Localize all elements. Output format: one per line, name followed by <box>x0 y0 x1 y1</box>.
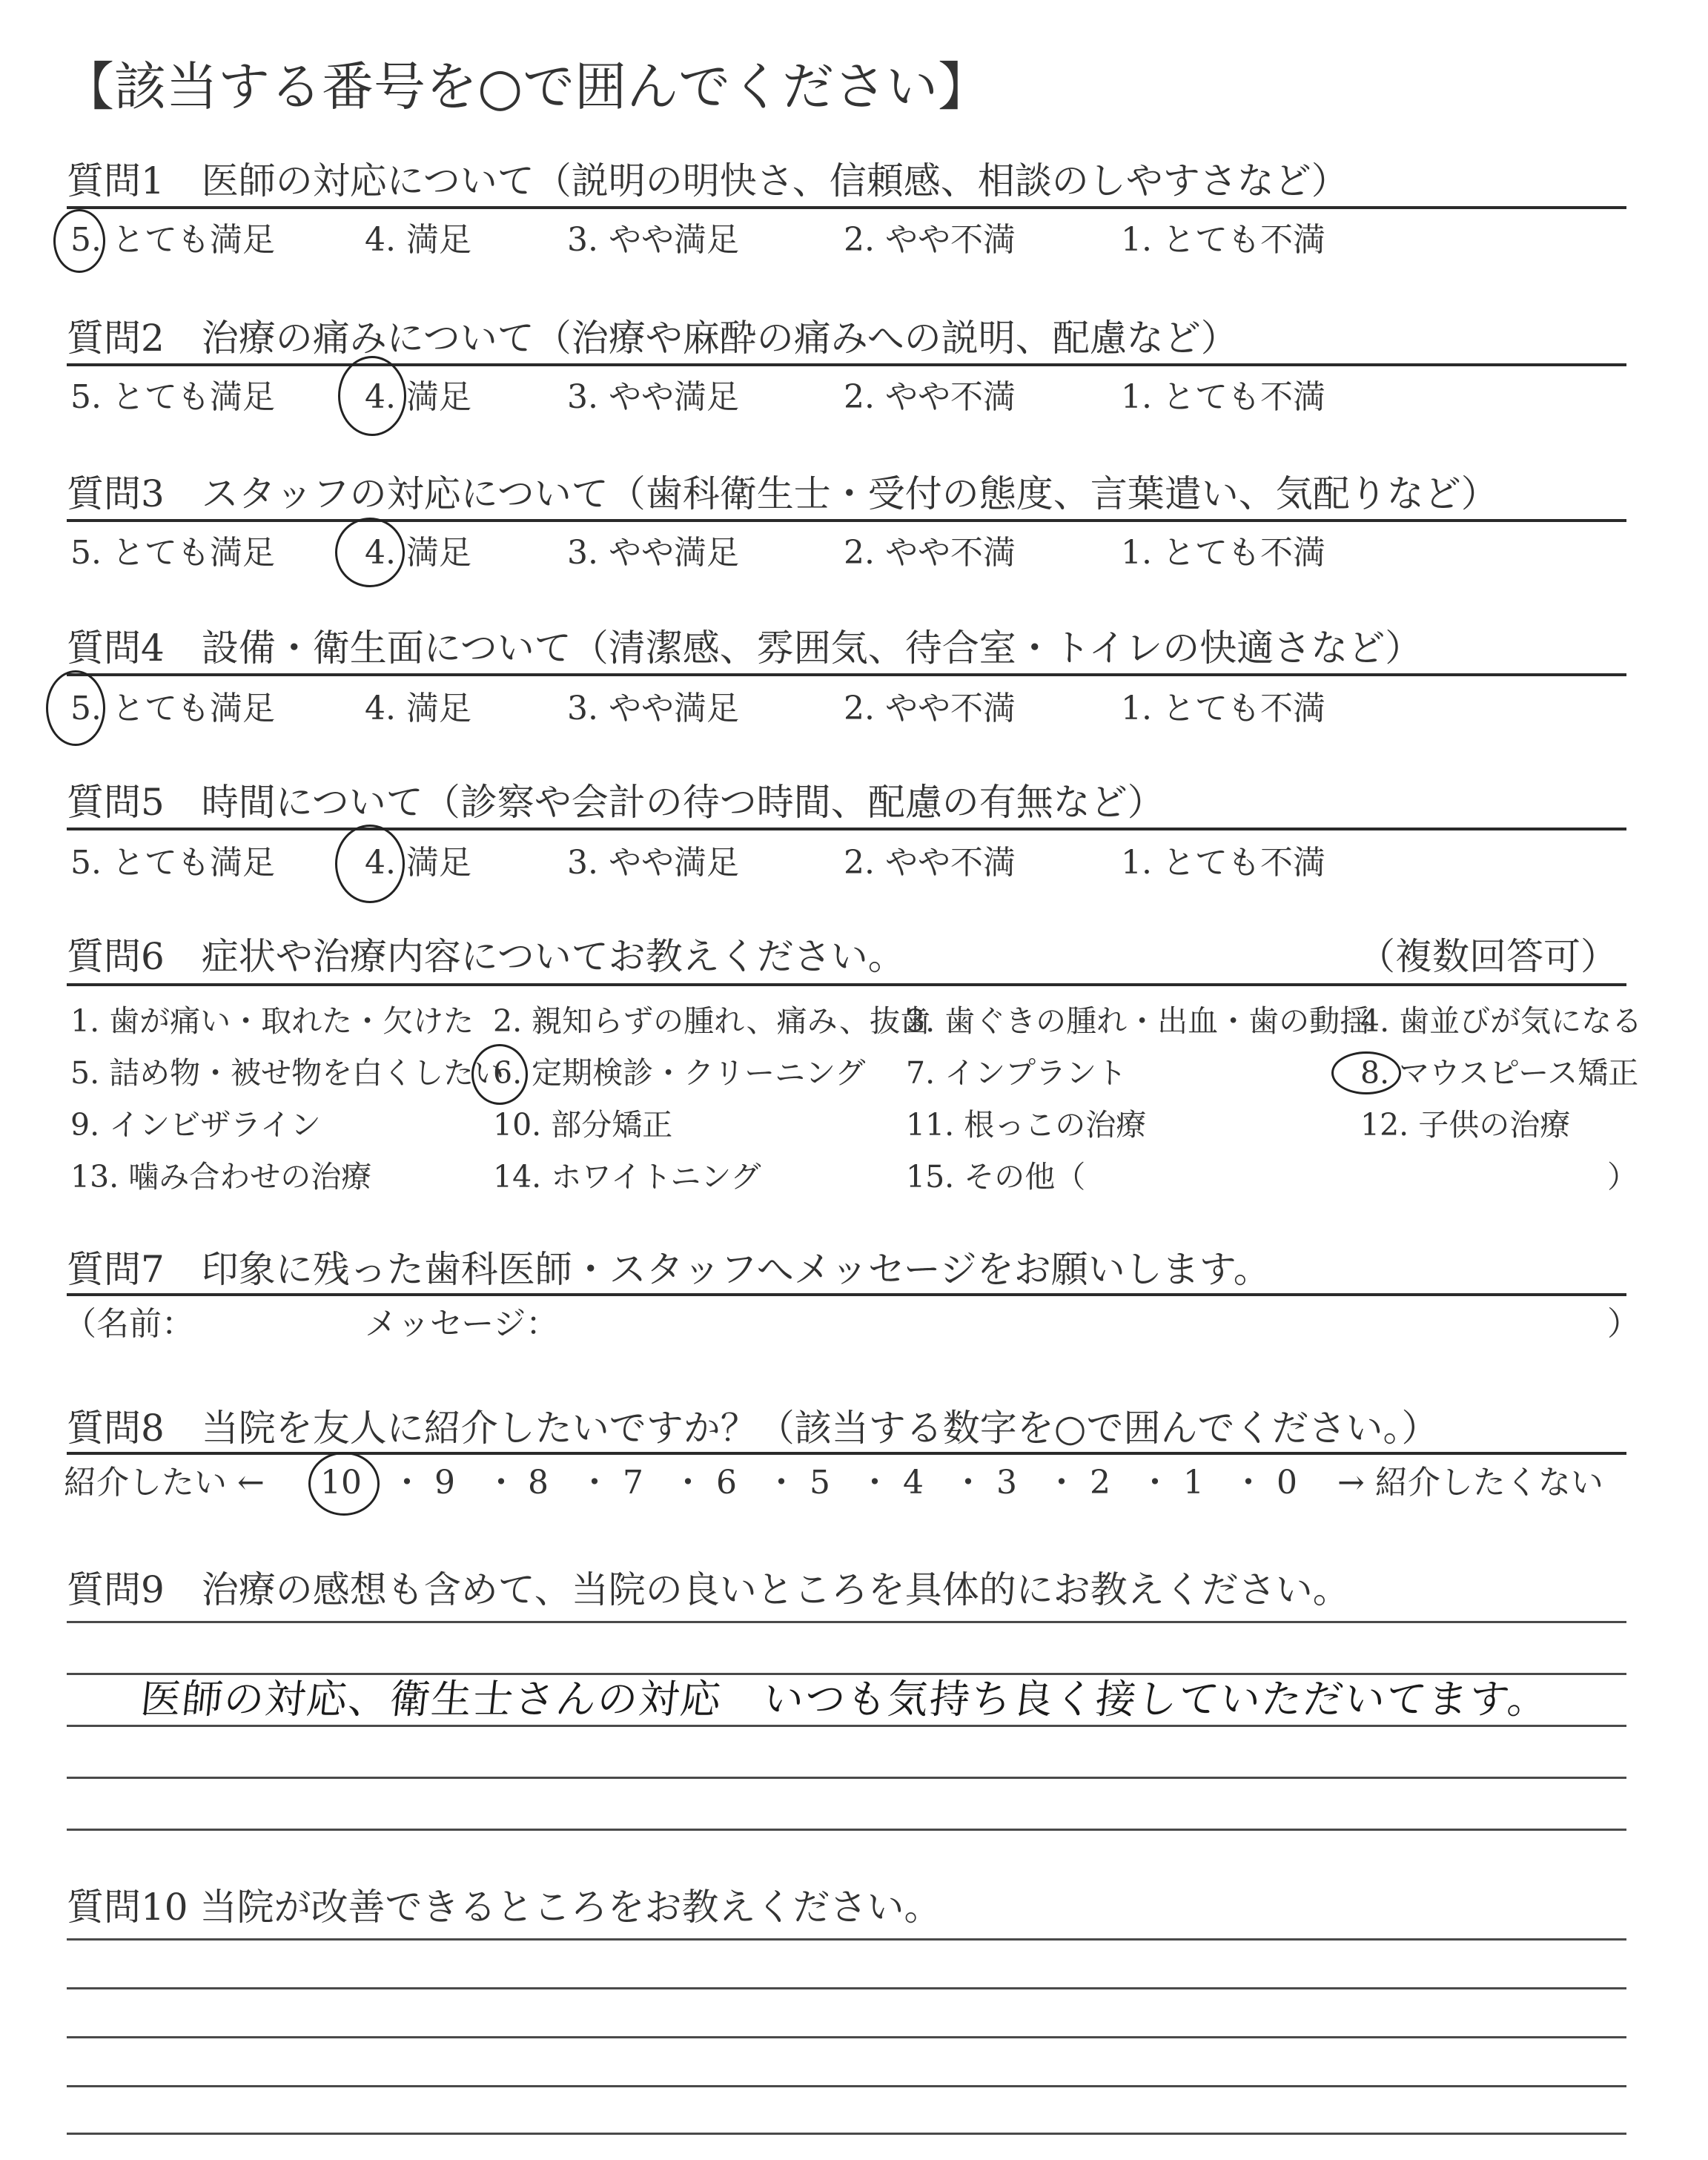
other-close-paren: ） <box>1607 1159 1638 1195</box>
question-title: 質問1 医師の対応について（説明の明快さ、信頼感、相談のしやすさなど） <box>67 159 1348 202</box>
scale-dot: ・ <box>1139 1464 1171 1502</box>
scale-dot: ・ <box>858 1464 891 1502</box>
question-title: 質問5 時間について（診察や会計の待つ時間、配慮の有無など） <box>67 781 1165 824</box>
selection-circle <box>338 356 406 436</box>
multiple-answers-note: （複数回答可） <box>1358 935 1618 978</box>
rating-option-5[interactable]: 5. とても満足 <box>70 534 275 572</box>
rating-option-5[interactable]: 5. とても満足 <box>70 844 275 882</box>
question-title: 質問7 印象に残った歯科医師・スタッフへメッセージをお願いします。 <box>67 1248 1271 1291</box>
selection-circle <box>335 518 405 587</box>
writing-line <box>67 1777 1626 1779</box>
symptom-option-13[interactable]: 13. 噛み合わせの治療 <box>70 1159 372 1195</box>
divider <box>67 1452 1626 1455</box>
scale-dot: ・ <box>485 1464 517 1502</box>
symptom-option-10[interactable]: 10. 部分矯正 <box>493 1107 673 1143</box>
scale-dot: ・ <box>952 1464 984 1502</box>
rating-option-2[interactable]: 2. やや不満 <box>844 378 1016 416</box>
symptom-option-6[interactable]: 6. 定期検診・クリーニング <box>493 1055 866 1091</box>
message-label: メッセージ： <box>365 1305 559 1343</box>
divider <box>67 363 1626 366</box>
rating-option-5[interactable]: 5. とても満足 <box>70 221 275 259</box>
close-paren: ） <box>1607 1305 1640 1343</box>
scale-dot: ・ <box>672 1464 704 1502</box>
selection-circle <box>53 209 105 273</box>
rating-option-2[interactable]: 2. やや不満 <box>844 221 1016 259</box>
rating-option-1[interactable]: 1. とても不満 <box>1121 844 1325 882</box>
scale-dot: ・ <box>391 1464 423 1502</box>
symptom-option-14[interactable]: 14. ホワイトニング <box>493 1159 761 1195</box>
rating-option-2[interactable]: 2. やや不満 <box>844 690 1016 727</box>
page-title: 【該当する番号を○で囲んでください】 <box>62 56 990 117</box>
rating-option-3[interactable]: 3. やや満足 <box>567 844 739 882</box>
writing-line <box>67 1673 1626 1675</box>
rating-option-5[interactable]: 5. とても満足 <box>70 690 275 727</box>
recommend-left-label: 紹介したい ← <box>64 1464 265 1502</box>
writing-line <box>67 2036 1626 2038</box>
rating-option-3[interactable]: 3. やや満足 <box>567 378 739 416</box>
divider <box>67 828 1626 830</box>
rating-option-5[interactable]: 5. とても満足 <box>70 378 275 416</box>
writing-line <box>67 2133 1626 2135</box>
divider <box>67 673 1626 676</box>
scale-4[interactable]: 4 <box>903 1464 924 1502</box>
divider <box>67 519 1626 522</box>
symptom-option-2[interactable]: 2. 親知らずの腫れ、痛み、抜歯 <box>493 1003 931 1039</box>
scale-dot: ・ <box>1232 1464 1265 1502</box>
scale-9[interactable]: 9 <box>434 1464 455 1502</box>
scale-6[interactable]: 6 <box>716 1464 737 1502</box>
question-title: 質問3 スタッフの対応について（歯科衛生士・受付の態度、言葉遣い、気配りなど） <box>67 472 1498 515</box>
rating-option-4[interactable]: 4. 満足 <box>365 690 471 727</box>
rating-option-4[interactable]: 4. 満足 <box>365 844 471 882</box>
scale-10[interactable]: 10 <box>320 1464 362 1502</box>
rating-option-1[interactable]: 1. とても不満 <box>1121 221 1325 259</box>
symptom-option-5[interactable]: 5. 詰め物・被せ物を白くしたい <box>70 1055 505 1091</box>
selection-circle <box>46 670 105 746</box>
question-title: 質問9 治療の感想も含めて、当院の良いところを具体的にお教えください。 <box>67 1568 1350 1611</box>
symptom-option-11[interactable]: 11. 根っこの治療 <box>906 1107 1147 1143</box>
scale-1[interactable]: 1 <box>1183 1464 1204 1502</box>
rating-option-1[interactable]: 1. とても不満 <box>1121 534 1325 572</box>
symptom-option-9[interactable]: 9. インビザライン <box>70 1107 321 1143</box>
symptom-option-1[interactable]: 1. 歯が痛い・取れた・欠けた <box>70 1003 474 1039</box>
question-title: 質問4 設備・衛生面について（清潔感、雰囲気、待合室・トイレの快適さなど） <box>67 627 1423 670</box>
rating-option-4[interactable]: 4. 満足 <box>365 378 471 416</box>
symptom-option-4[interactable]: 4. 歯並びが気になる <box>1360 1003 1643 1039</box>
writing-line <box>67 1621 1626 1623</box>
rating-option-2[interactable]: 2. やや不満 <box>844 534 1016 572</box>
selection-circle <box>335 825 405 903</box>
question-title: 質問10 当院が改善できるところをお教えください。 <box>67 1886 941 1929</box>
recommend-right-label: → 紹介したくない <box>1337 1464 1603 1502</box>
rating-option-3[interactable]: 3. やや満足 <box>567 221 739 259</box>
scale-2[interactable]: 2 <box>1090 1464 1110 1502</box>
handwritten-answer: 医師の対応、衛生士さんの対応 いつも気持ち良く接していただいてます。 <box>138 1676 1552 1723</box>
question-title: 質問6 症状や治療内容についてお教えください。 <box>67 935 905 978</box>
scale-7[interactable]: 7 <box>623 1464 643 1502</box>
rating-option-1[interactable]: 1. とても不満 <box>1121 690 1325 727</box>
divider <box>67 1293 1626 1296</box>
rating-option-4[interactable]: 4. 満足 <box>365 534 471 572</box>
name-label: （名前： <box>64 1305 194 1343</box>
rating-option-4[interactable]: 4. 満足 <box>365 221 471 259</box>
selection-circle <box>471 1044 528 1105</box>
scale-dot: ・ <box>578 1464 611 1502</box>
divider <box>67 206 1626 209</box>
symptom-option-15[interactable]: 15. その他（ <box>906 1159 1086 1195</box>
writing-line <box>67 1725 1626 1727</box>
symptom-option-12[interactable]: 12. 子供の治療 <box>1360 1107 1571 1143</box>
writing-line <box>67 2085 1626 2087</box>
selection-circle <box>308 1452 380 1516</box>
rating-option-3[interactable]: 3. やや満足 <box>567 534 739 572</box>
rating-option-1[interactable]: 1. とても不満 <box>1121 378 1325 416</box>
symptom-option-3[interactable]: 3. 歯ぐきの腫れ・出血・歯の動揺 <box>906 1003 1371 1039</box>
writing-line <box>67 1987 1626 1989</box>
symptom-option-8[interactable]: 8. マウスピース矯正 <box>1360 1055 1639 1091</box>
scale-5[interactable]: 5 <box>810 1464 830 1502</box>
question-title: 質問2 治療の痛みについて（治療や麻酔の痛みへの説明、配慮など） <box>67 317 1238 360</box>
scale-dot: ・ <box>765 1464 798 1502</box>
scale-8[interactable]: 8 <box>528 1464 549 1502</box>
writing-line <box>67 1938 1626 1941</box>
scale-0[interactable]: 0 <box>1277 1464 1297 1502</box>
question-title: 質問8 当院を友人に紹介したいですか？（該当する数字を○で囲んでください。） <box>67 1407 1439 1450</box>
scale-3[interactable]: 3 <box>996 1464 1017 1502</box>
rating-option-2[interactable]: 2. やや不満 <box>844 844 1016 882</box>
symptom-option-7[interactable]: 7. インプラント <box>906 1055 1128 1091</box>
writing-line <box>67 1829 1626 1831</box>
scale-dot: ・ <box>1045 1464 1078 1502</box>
selection-circle <box>1331 1051 1401 1094</box>
rating-option-3[interactable]: 3. やや満足 <box>567 690 739 727</box>
divider <box>67 983 1626 986</box>
